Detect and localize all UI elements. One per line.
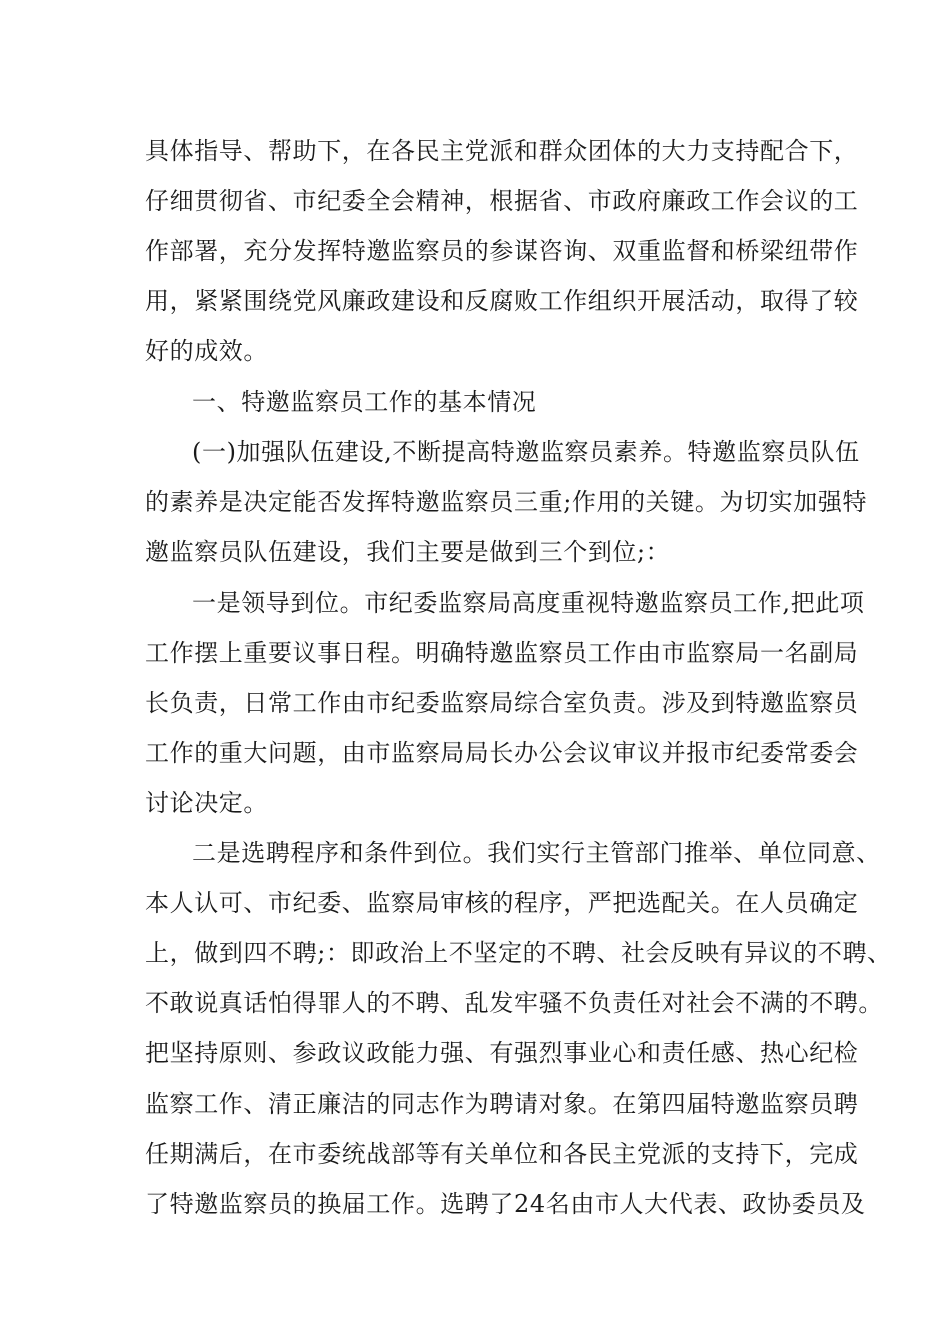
text-line: 监察工作、清正廉洁的同志作为聘请对象。在第四届特邀监察员聘 xyxy=(145,1090,859,1118)
text-line: 本人认可、市纪委、监察局审核的程序，严把选配关。在人员确定 xyxy=(145,889,859,917)
text-line: 长负责，日常工作由市纪委监察局综合室负责。涉及到特邀监察员 xyxy=(145,689,859,717)
text-line: 了特邀监察员的换届工作。选聘了24名由市人大代表、政协委员及 xyxy=(145,1190,866,1218)
section-heading: 一、特邀监察员工作的基本情况 xyxy=(192,388,537,416)
text-line: 用，紧紧围绕党风廉政建设和反腐败工作组织开展活动，取得了较 xyxy=(145,287,859,315)
paragraph-start: 二是选聘程序和条件到位。我们实行主管部门推举、单位同意、 xyxy=(192,839,881,867)
text-line: 工作的重大问题，由市监察局局长办公会议审议并报市纪委常委会 xyxy=(145,739,859,767)
text-line: 讨论决定。 xyxy=(145,789,268,817)
subsection-heading: (一)加强队伍建设,不断提高特邀监察员素养。特邀监察员队伍 xyxy=(192,438,860,466)
paragraph-start: 一是领导到位。市纪委监察局高度重视特邀监察员工作,把此项 xyxy=(192,589,865,617)
text-line: 不敢说真话怕得罪人的不聘、乱发牢骚不负责任对社会不满的不聘。 xyxy=(145,989,883,1017)
text-line: 任期满后，在市委统战部等有关单位和各民主党派的支持下，完成 xyxy=(145,1140,859,1168)
text-line: 好的成效。 xyxy=(145,337,268,365)
text-line: 仔细贯彻省、市纪委全会精神，根据省、市政府廉政工作会议的工 xyxy=(145,187,859,215)
text-line: 工作摆上重要议事日程。明确特邀监察员工作由市监察局一名副局 xyxy=(145,639,859,667)
text-line: 的素养是决定能否发挥特邀监察员三重;作用的关键。为切实加强特 xyxy=(145,488,868,516)
text-line: 把坚持原则、参政议政能力强、有强烈事业心和责任感、热心纪检 xyxy=(145,1039,859,1067)
text-line: 作部署，充分发挥特邀监察员的参谋咨询、双重监督和桥梁纽带作 xyxy=(145,237,859,265)
text-line: 上，做到四不聘;：即政治上不坚定的不聘、社会反映有异议的不聘、 xyxy=(145,939,892,967)
text-line: 邀监察员队伍建设，我们主要是做到三个到位;： xyxy=(145,538,671,566)
text-line: 具体指导、帮助下，在各民主党派和群众团体的大力支持配合下， xyxy=(145,137,859,165)
